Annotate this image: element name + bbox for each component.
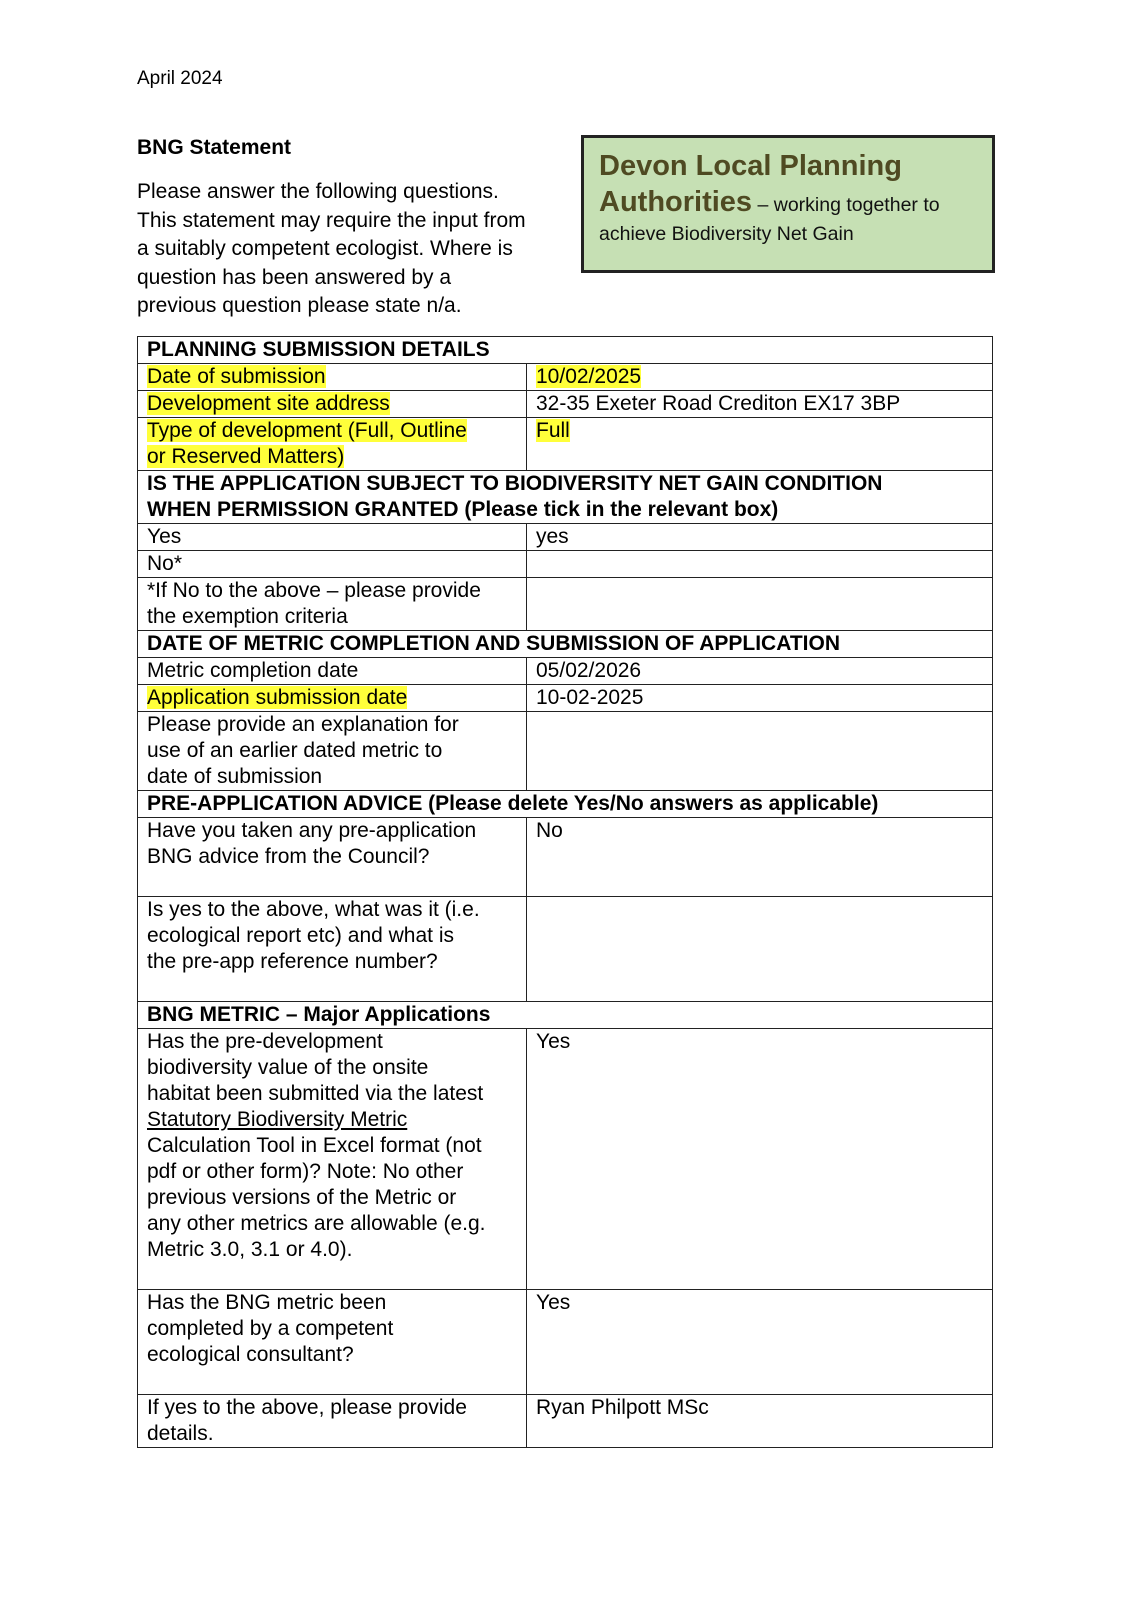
- consultant-details-question: If yes to the above, please provide details.: [138, 1395, 527, 1448]
- pre-app-reference-question: Is yes to the above, what was it (i.e. ecological report etc) and what is the pre-app reference number?: [138, 897, 527, 1002]
- pre-app-reference-answer[interactable]: [527, 897, 993, 1002]
- table-row: [138, 1395, 993, 1448]
- earlier-metric-explanation-label: Please provide an explanation for use of an earlier dated metric to date of submission: [138, 712, 527, 791]
- metric-completion-value[interactable]: 05/02/2026: [527, 658, 993, 685]
- table-row: Type of development (Full, Outline or Reserved Matters) Full: [138, 418, 993, 471]
- statutory-metric-link[interactable]: Statutory Biodiversity Metric: [147, 1108, 408, 1131]
- site-address-label: Development site address: [147, 392, 390, 415]
- table-row: [138, 712, 993, 791]
- application-submission-label: Application submission date: [147, 686, 408, 709]
- table-row: [138, 391, 993, 418]
- metric-completion-label: Metric completion date: [138, 658, 527, 685]
- condition-no-value[interactable]: [527, 551, 993, 578]
- table-row: [138, 1029, 993, 1290]
- devon-banner-line1: Devon Local Planning: [599, 150, 902, 182]
- condition-yes-value[interactable]: yes: [527, 524, 993, 551]
- exemption-criteria-value[interactable]: [527, 578, 993, 631]
- section-metric-dates-heading: DATE OF METRIC COMPLETION AND SUBMISSION OF APPLICATION: [138, 631, 993, 658]
- section-pre-app-heading: PRE-APPLICATION ADVICE (Please delete Yes/No answers as applicable): [138, 791, 993, 818]
- competent-consultant-answer[interactable]: Yes: [527, 1290, 993, 1395]
- table-row: [138, 1290, 993, 1395]
- table-row: [138, 524, 993, 551]
- document-title: BNG Statement: [137, 136, 292, 159]
- table-row: [138, 551, 993, 578]
- table-row: [138, 685, 993, 712]
- competent-consultant-question: Has the BNG metric been completed by a competent ecological consultant?: [138, 1290, 527, 1395]
- development-type-value: Full: [536, 419, 570, 442]
- consultant-details-answer[interactable]: Ryan Philpott MSc: [527, 1395, 993, 1448]
- exemption-criteria-label: *If No to the above – please provide the exemption criteria: [138, 578, 527, 631]
- date-of-submission-value: 10/02/2025: [536, 365, 642, 388]
- application-submission-value[interactable]: 10-02-2025: [527, 685, 993, 712]
- table-row: [138, 364, 993, 391]
- table-row: [138, 658, 993, 685]
- devon-banner-line2: Authorities – working together to: [599, 186, 940, 218]
- site-address-value[interactable]: 32-35 Exeter Road Crediton EX17 3BP: [527, 391, 993, 418]
- table-row: [138, 578, 993, 631]
- section-bng-metric-heading: BNG METRIC – Major Applications: [138, 1002, 993, 1029]
- intro-text: Please answer the following questions. This statement may require the input from a suitably competent ecologist. Where is question has been answered by a previous question please state n/a.: [137, 180, 526, 317]
- table-row: [138, 818, 993, 897]
- metric-submitted-question: Has the pre-development biodiversity value of the onsite habitat been submitted via the latest Statutory Biodiversity Metric Calculation Tool in Excel format (not pdf or other form)? Note: No other previous versions of the Metric or any other metrics are allowable (e.g. Metric 3.0, 3.1 or 4.0).: [138, 1029, 527, 1290]
- development-type-label: Type of development (Full, Outline: [147, 419, 467, 442]
- date-of-submission-label: Date of submission: [147, 365, 326, 388]
- earlier-metric-explanation-value[interactable]: [527, 712, 993, 791]
- condition-no-label: No*: [138, 551, 527, 578]
- devon-banner-line3: achieve Biodiversity Net Gain: [599, 223, 854, 245]
- metric-submitted-answer[interactable]: Yes: [527, 1029, 993, 1290]
- condition-yes-label: Yes: [138, 524, 527, 551]
- section-condition-heading: IS THE APPLICATION SUBJECT TO BIODIVERSITY NET GAIN CONDITION WHEN PERMISSION GRANTED (Please tick in the relevant box): [138, 471, 993, 524]
- pre-app-advice-answer[interactable]: No: [527, 818, 993, 897]
- section-planning-heading: PLANNING SUBMISSION DETAILS: [138, 337, 993, 364]
- pre-app-advice-question: Have you taken any pre-application BNG advice from the Council?: [138, 818, 527, 897]
- devon-lpa-banner: [581, 135, 995, 273]
- document-date: April 2024: [137, 68, 223, 89]
- table-row: [138, 897, 993, 1002]
- bng-statement-table: [137, 336, 993, 1448]
